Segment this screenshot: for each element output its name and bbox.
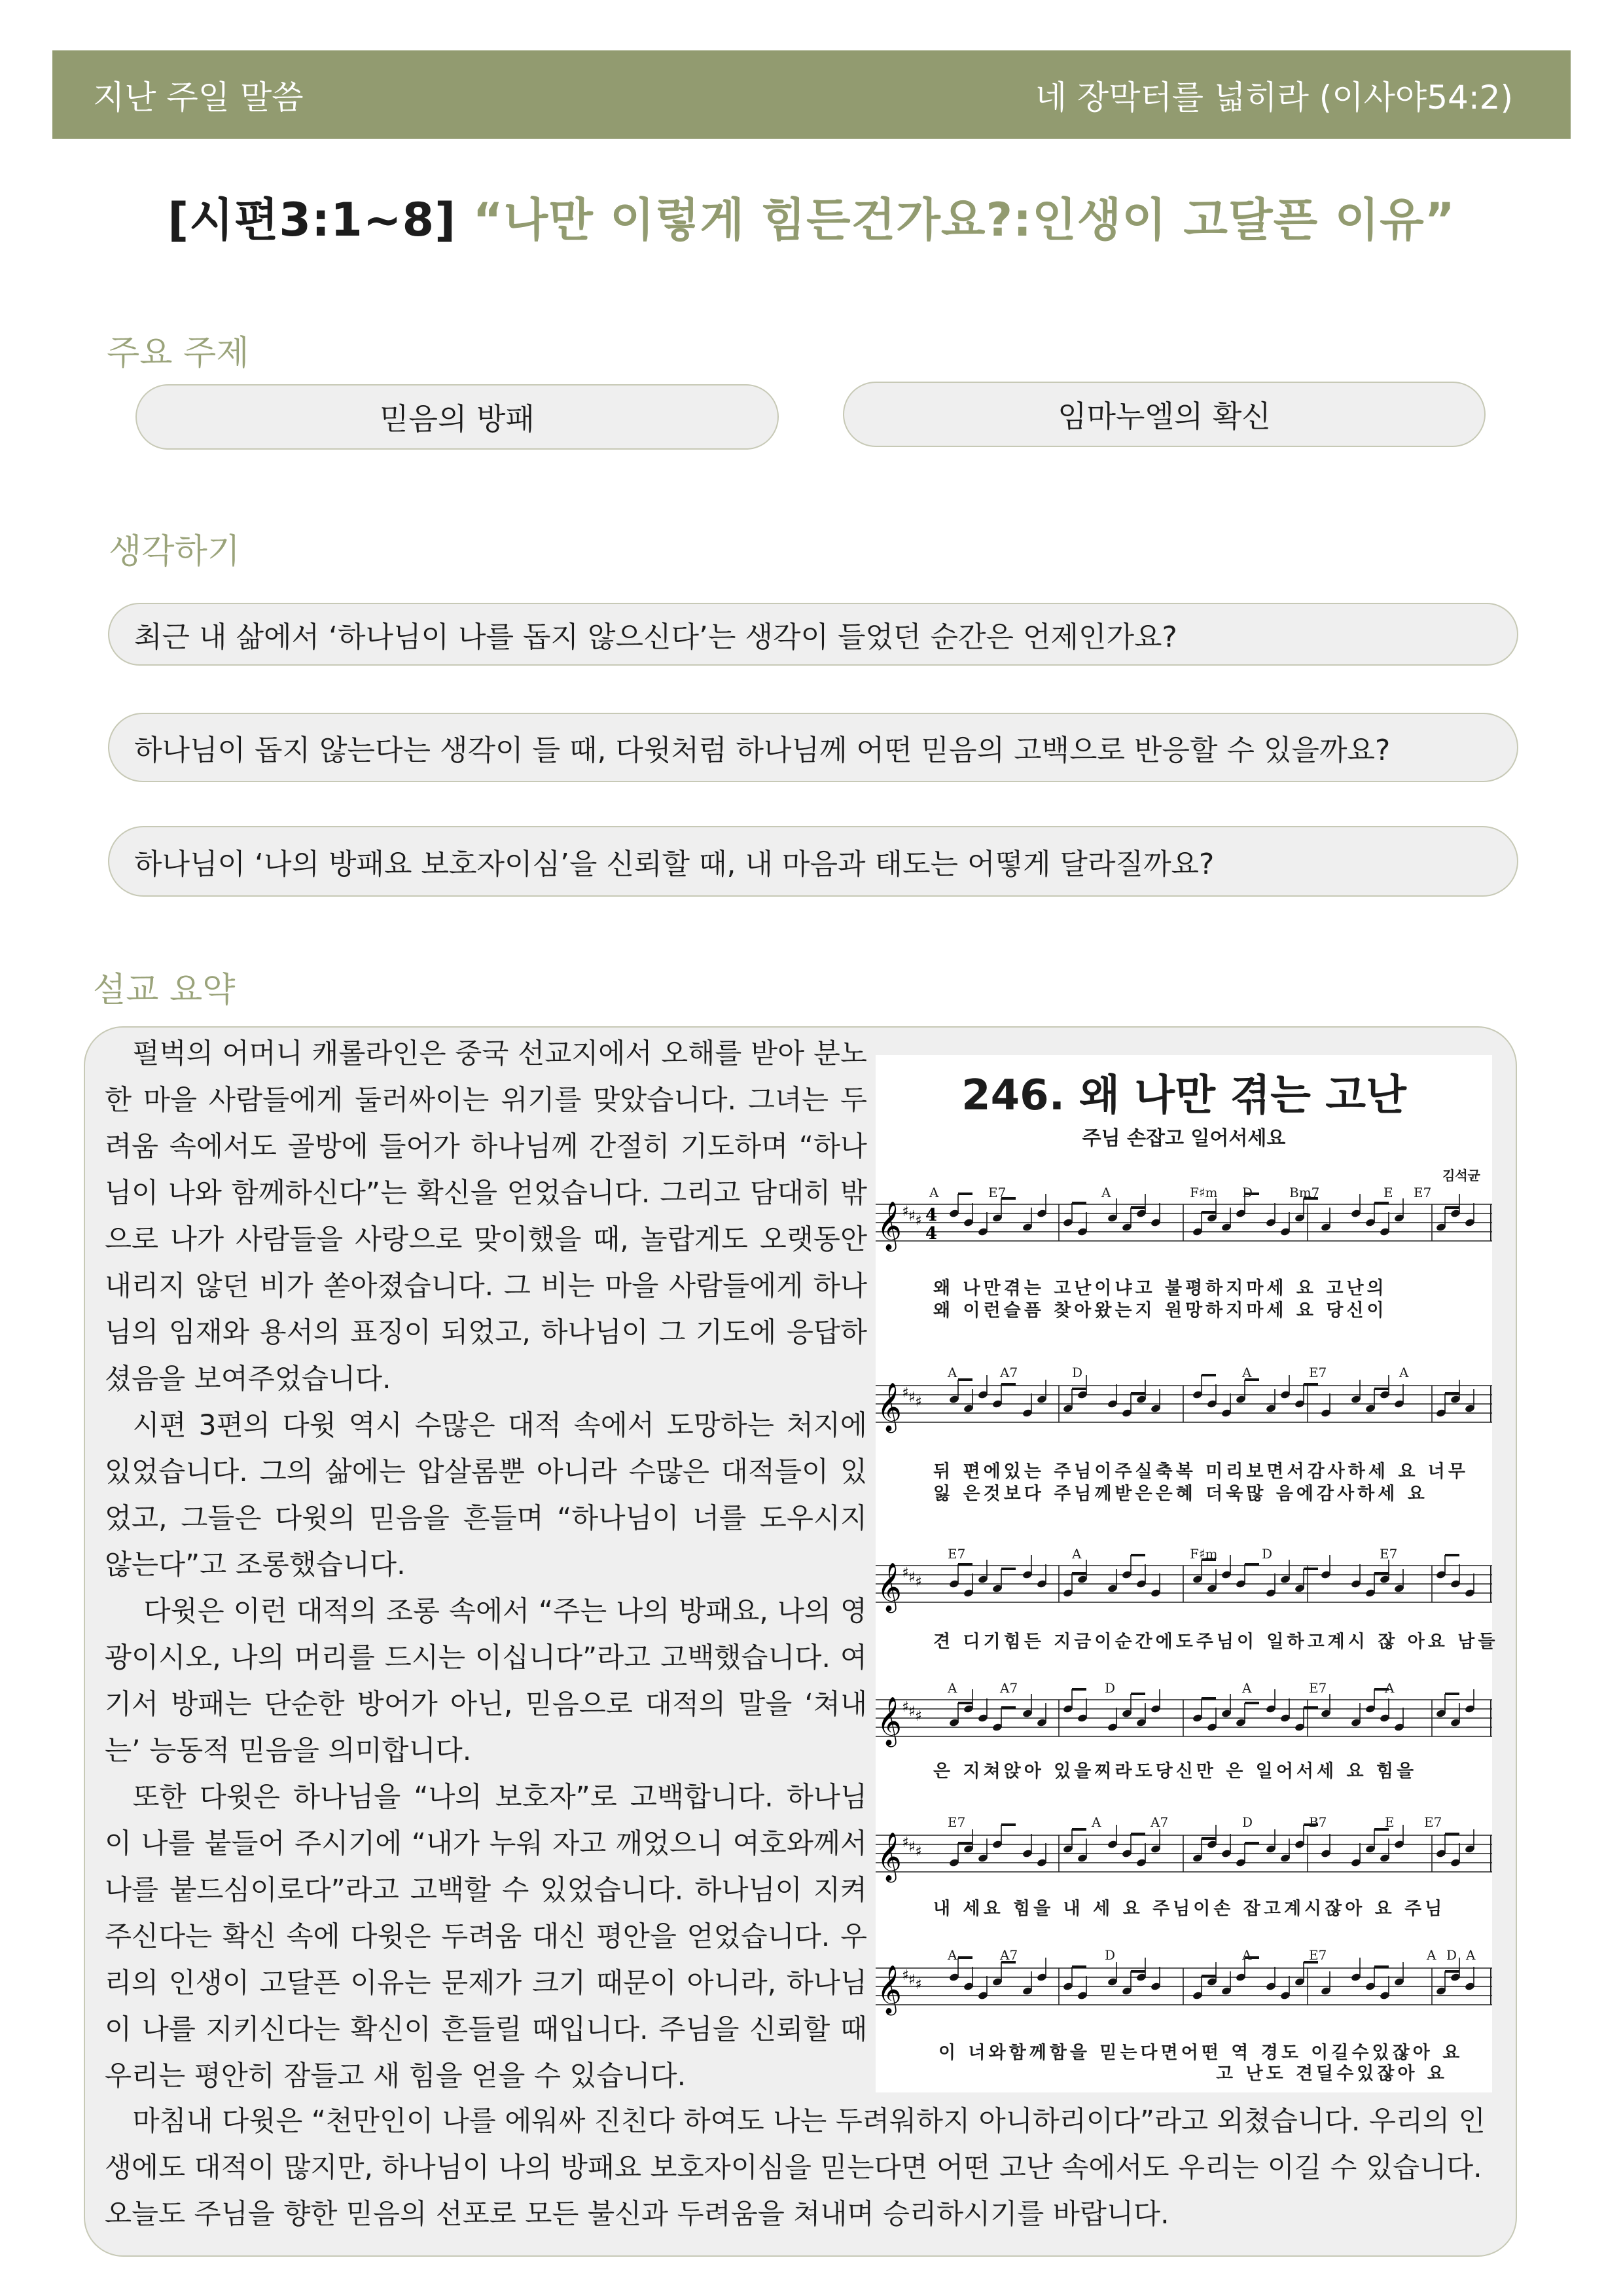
chord-symbol: E7 (1309, 1947, 1327, 1963)
lyric-line: 이 너와함께함을 믿는다면어떤 역 경도 이길수있잖아 요 (938, 2043, 1463, 2063)
chord-symbol: E7 (1424, 1814, 1442, 1830)
chord-symbol: B7 (1309, 1814, 1327, 1830)
reflect-question-1: 최근 내 삶에서 ‘하나님이 나를 돕지 않으신다’는 생각이 들었던 순간은 언제인가요? (108, 603, 1518, 666)
svg-text:♯: ♯ (902, 1385, 909, 1401)
chord-line-1 (876, 1185, 1492, 1202)
chord-symbol: E7 (1414, 1185, 1432, 1200)
svg-text:♯: ♯ (915, 1708, 922, 1725)
chord-line-2 (876, 1365, 1492, 1382)
hymn-title: 246. 왜 나만 겪는 고난 (961, 1071, 1406, 1120)
summary-paragraph: 펄벅의 어머니 캐롤라인은 중국 선교지에서 오해를 받아 분노한 마을 사람들에게 둘러싸이는 위기를 맞았습니다. 그녀는 두려움 속에서도 골방에 들어가 하나님께 간절히 기도하며 “하나님이 나와 함께하신다”는 확신을 얻었습니다. 그리고 담대히 밖으로 나가 사람들을 사랑으로 맞이했을 때, 놀랍게도 오랫동안 내리지 않던 비가 쏟아졌습니다. 그 비는 마을 사람들에게 하나님의 임재와 용서의 표징이 되었고, 하나님이 그 기도에 응답하셨음을 보여주었습니다. (105, 1038, 867, 1395)
lyric-line: 은 지쳐앉아 있을찌라도당신만 은 일어서세 요 힘을 (933, 1761, 1418, 1782)
chord-symbol: A7 (1000, 1680, 1018, 1696)
topic-pill-2: 임마누엘의 확신 (843, 382, 1486, 447)
svg-text:♯: ♯ (902, 1565, 909, 1581)
svg-text:♯: ♯ (902, 1835, 909, 1851)
chord-symbol: E7 (1380, 1546, 1398, 1562)
treble-clef-icon: 𝄞 (877, 1965, 902, 2014)
lyric-line: 왜 이런슬픔 찾아왔는지 원망하지마세 요 당신이 (933, 1300, 1387, 1321)
svg-text:♯: ♯ (908, 1839, 916, 1856)
chord-symbol: E7 (1309, 1365, 1327, 1380)
summary-label: 설교 요약 (93, 971, 236, 1010)
sermon-title (0, 183, 1623, 249)
svg-text:♯: ♯ (908, 1208, 916, 1225)
chord-symbol: A (1427, 1947, 1436, 1963)
svg-text:♯: ♯ (915, 1574, 922, 1590)
chord-symbol: A (948, 1365, 957, 1380)
svg-text:♯: ♯ (908, 1390, 916, 1406)
chord-symbol: A (1466, 1947, 1476, 1963)
chord-symbol: A (1385, 1680, 1395, 1696)
svg-text:4: 4 (925, 1224, 938, 1244)
chord-symbol: D (1105, 1680, 1116, 1696)
chord-line-3 (876, 1546, 1492, 1563)
treble-clef-icon: 𝄞 (877, 1202, 902, 1250)
summary-closing (105, 2098, 1499, 2238)
chord-symbol: A (1242, 1680, 1252, 1696)
reflect-label: 생각하기 (109, 532, 240, 571)
chord-symbol: A (929, 1185, 939, 1200)
chord-line-4 (876, 1680, 1492, 1697)
treble-clef-icon: 𝄞 (877, 1697, 902, 1746)
chord-symbol: E (1385, 1814, 1395, 1830)
reflect-question-2: 하나님이 돕지 않는다는 생각이 들 때, 다윗처럼 하나님께 어떤 믿음의 고백으로 반응할 수 있을까요? (108, 713, 1518, 782)
svg-text:♯: ♯ (908, 1570, 916, 1586)
music-staves (876, 1055, 1492, 2092)
summary-closing-paragraph: 마침내 다윗은 “천만인이 나를 에워싸 진친다 하여도 나는 두려워하지 아니하리이다”라고 외쳤습니다. 우리의 인생에도 대적이 많지만, 하나님이 나의 방패요 보호자이심을 믿는다면 어떤 고난 속에서도 우리는 이길 수 있습니다. 오늘도 주님을 향한 믿음의 선포로 모든 불신과 두려움을 쳐내며 승리하시기를 바랍니다. (105, 2106, 1486, 2231)
lyric-line: 내 세요 힘을 내 세 요 주님이손 잡고계시잖아 요 주님 (933, 1899, 1446, 1919)
summary-paragraph: 또한 다윗은 하나님을 “나의 보호자”로 고백합니다. 하나님이 나를 붙들어 주시기에 “내가 누워 자고 깨었으니 여호와께서 나를 붙드심이로다”라고 고백할 수 있었습니다. 하나님이 지켜주신다는 확신 속에 다윗은 두려움 대신 평안을 얻었습니다. 우리의 인생이 고달픈 이유는 문제가 크기 때문이 아니라, 하나님이 나를 지키신다는 확신이 흔들릴 때입니다. 주님을 신뢰할 때 우리는 평안히 잠들고 새 힘을 얻을 수 있습니다. (105, 1782, 867, 2092)
hymn-composer: 김석균 (1442, 1168, 1480, 1183)
chord-line-6 (876, 1947, 1492, 1964)
svg-text:♯: ♯ (915, 1213, 922, 1229)
header-section-title: 지난 주일 말씀 (93, 78, 304, 117)
hymn-subtitle: 주님 손잡고 일어서세요 (1082, 1127, 1286, 1150)
chord-symbol: A7 (1150, 1814, 1169, 1830)
svg-text:4: 4 (925, 1206, 938, 1225)
chord-symbol: E7 (948, 1814, 966, 1830)
svg-text:♯: ♯ (908, 1704, 916, 1720)
sermon-scripture-reference: [시편3:1~8] (168, 193, 457, 247)
chord-symbol: Bm7 (1289, 1185, 1320, 1200)
chord-symbol: F♯m (1190, 1185, 1218, 1200)
chord-symbol: F♯m (1190, 1546, 1218, 1562)
chord-symbol: A (1242, 1365, 1252, 1380)
chord-symbol: E (1383, 1185, 1393, 1200)
chord-symbol: D (1242, 1814, 1253, 1830)
chord-symbol: E7 (988, 1185, 1007, 1200)
svg-text:♯: ♯ (902, 1204, 909, 1220)
chord-symbol: A (948, 1680, 957, 1696)
lyric-line: 견 디기힘든 지금이순간에도주님이 일하고계시 잖 아요 남들 (933, 1632, 1499, 1652)
chord-symbol: A7 (1000, 1947, 1018, 1963)
topics-label: 주요 주제 (107, 334, 249, 373)
lyric-line: 잃 은것보다 주님께받은은혜 더욱많 음에감사하세 요 (933, 1484, 1428, 1504)
lyric-line: 왜 나만겪는 고난이냐고 불평하지마세 요 고난의 (933, 1278, 1387, 1299)
treble-clef-icon: 𝄞 (877, 1833, 902, 1881)
summary-text (105, 1031, 867, 2100)
chord-symbol: D (1105, 1947, 1116, 1963)
treble-clef-icon: 𝄞 (877, 1383, 902, 1431)
chord-symbol: D (1446, 1947, 1457, 1963)
chord-symbol: E7 (1309, 1680, 1327, 1696)
chord-symbol: A (1092, 1814, 1101, 1830)
chord-symbol: D (1242, 1185, 1253, 1200)
svg-text:♯: ♯ (902, 1699, 909, 1715)
svg-text:♯: ♯ (915, 1977, 922, 1993)
chord-line-5 (876, 1814, 1492, 1831)
svg-text:♯: ♯ (915, 1394, 922, 1410)
chord-symbol: A (1101, 1185, 1111, 1200)
svg-text:♯: ♯ (915, 1844, 922, 1860)
sermon-title-quote: “나만 이렇게 힘든건가요?:인생이 고달픈 이유” (473, 193, 1455, 247)
chord-symbol: A (1072, 1546, 1082, 1562)
header-bar (52, 50, 1571, 139)
chord-symbol: E7 (948, 1546, 966, 1562)
lyric-line: 뒤 편에있는 주님이주실축복 미리보면서감사하세 요 너무 (933, 1462, 1469, 1482)
reflect-question-3: 하나님이 ‘나의 방패요 보호자이심’을 신뢰할 때, 내 마음과 태도는 어떻게 달라질까요? (108, 826, 1518, 897)
chord-symbol: A (1242, 1947, 1252, 1963)
svg-text:♯: ♯ (908, 1972, 916, 1988)
treble-clef-icon: 𝄞 (877, 1563, 902, 1611)
header-theme-verse: 네 장막터를 넓히라 (이사야54:2) (1035, 78, 1513, 117)
topic-pill-1: 믿음의 방패 (135, 384, 779, 450)
summary-paragraph: 시편 3편의 다윗 역시 수많은 대적 속에서 도망하는 처지에 있었습니다. 그의 삶에는 압살롬뿐 아니라 수많은 대적들이 있었고, 그들은 다윗의 믿음을 흔들며 “하나님이 너를 도우시지 않는다”고 조롱했습니다. (105, 1410, 867, 1581)
chord-symbol: A (1399, 1365, 1409, 1380)
lyric-line: 고 난도 견딜수있잖아 요 (1216, 2064, 1448, 2084)
svg-text:♯: ♯ (902, 1967, 909, 1984)
chord-symbol: A (948, 1947, 957, 1963)
chord-symbol: D (1262, 1546, 1273, 1562)
summary-paragraph: 다윗은 이런 대적의 조롱 속에서 “주는 나의 방패요, 나의 영광이시오, 나의 머리를 드시는 이십니다”라고 고백했습니다. 여기서 방패는 단순한 방어가 아닌, 믿음으로 대적의 말을 ‘쳐내는’ 능동적 믿음을 의미합니다. (105, 1596, 867, 1767)
chord-symbol: D (1072, 1365, 1083, 1380)
hymn-sheet-music (876, 1055, 1499, 2092)
chord-symbol: A7 (1000, 1365, 1018, 1380)
